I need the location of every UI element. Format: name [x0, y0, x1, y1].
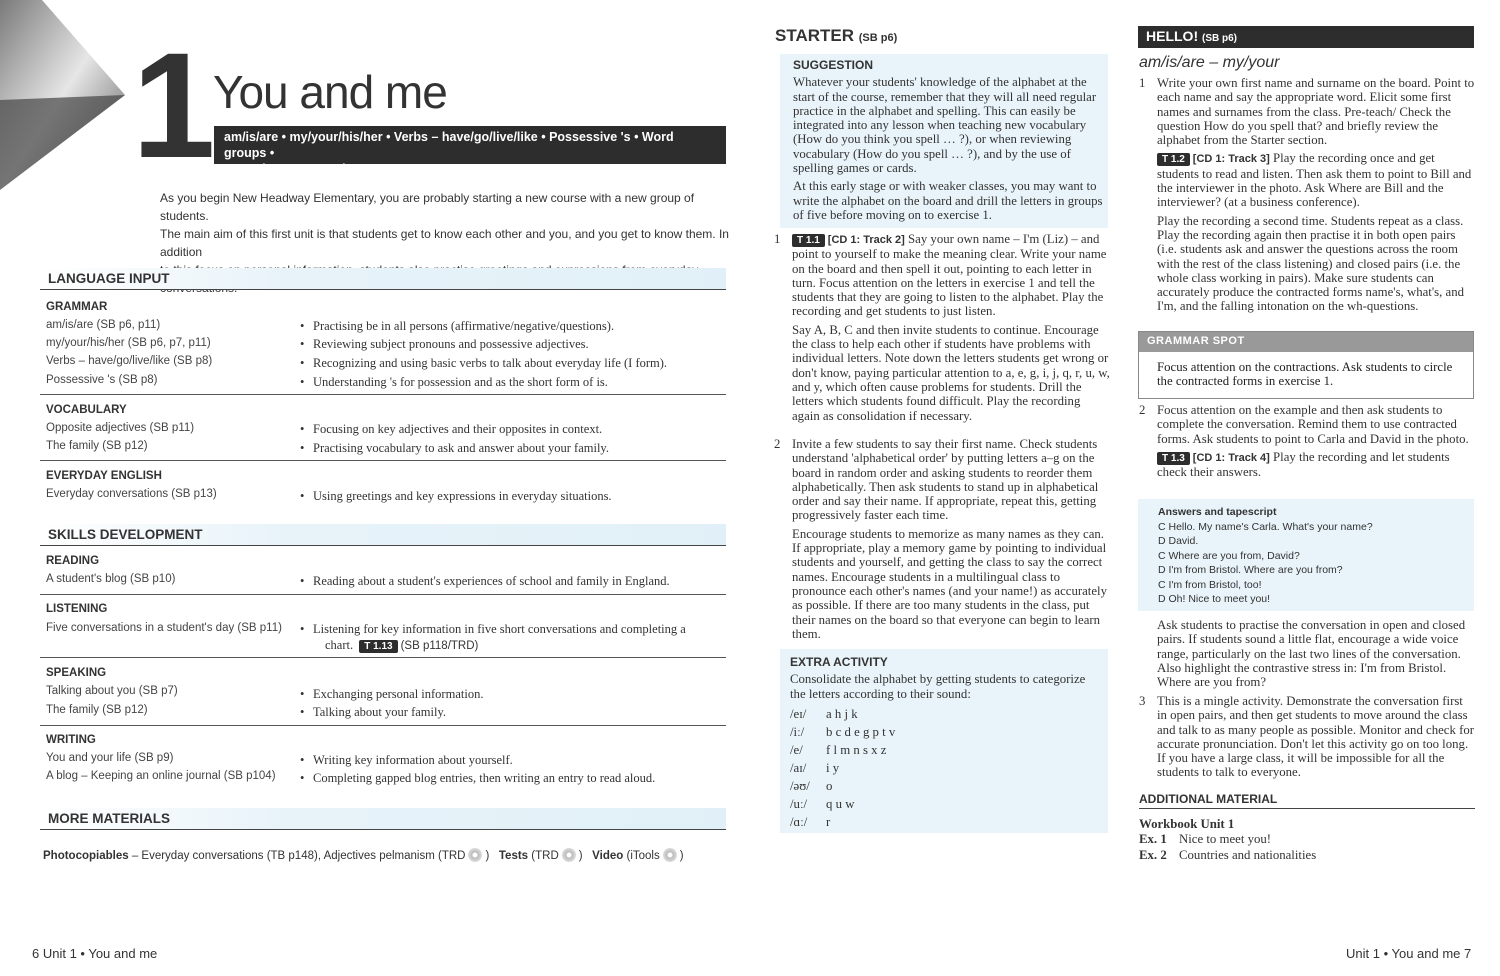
hello-subheading: am/is/are – my/your: [1139, 54, 1280, 71]
sound-row: /eɪ/ a h j k: [790, 706, 858, 721]
exercise-number: 1: [774, 232, 781, 246]
topics-line-2: Everyday conversations: [224, 162, 368, 176]
reading-aim: • Reading about a student's experiences of school and family in England.: [300, 573, 720, 589]
exercise-text: Encourage students to memorize as many names as they can. If appropriate, play a memory game by pointing to individual students and yourself, and getting the class to say the correct names. Encourage students in a multilingual class to pronounce each other's names (and your name!) as accurately as possible. If there are too many students in the class, put their names on the board so that everyone can begin to learn them.: [792, 526, 1107, 641]
cd-icon: [663, 848, 677, 862]
workbook-title: Workbook Unit 1: [1139, 817, 1235, 831]
video-label: Video: [592, 850, 624, 862]
divider: [40, 594, 726, 595]
unit-corner-graphic: [0, 0, 130, 190]
exercise-number: 2: [1139, 403, 1146, 417]
photocopiables-label: Photocopiables: [43, 850, 129, 862]
hello-heading: HELLO! (SB p6): [1138, 26, 1474, 48]
answer-line: D David.: [1158, 535, 1199, 547]
exercise-text: Play the recording once and get students to read and listen. Then ask them to point to Bill and the interviewer in the photo. Ask Where are Bill and the interviewer? (at a business conference).: [1157, 151, 1472, 210]
reading-heading: READING: [46, 555, 100, 567]
grammar-aim: • Practising be in all persons (affirmative/negative/questions).: [300, 318, 720, 334]
photocopiables-text: – Everyday conversations (TB p148), Adjectives pelmanism (TRD: [128, 850, 466, 862]
grammar-spot-heading: GRAMMAR SPOT: [1139, 332, 1473, 352]
unit-title: You and me: [213, 66, 447, 118]
everyday-english-item: Everyday conversations (SB p13): [46, 488, 217, 500]
hello-exercise-3: [1139, 694, 1475, 784]
speaking-item: The family (SB p12): [46, 704, 148, 716]
divider: [40, 725, 726, 726]
grammar-item: Possessive 's (SB p8): [46, 374, 158, 386]
exercise-1: [774, 232, 1110, 427]
suggestion-paragraph: Whatever your students' knowledge of the alphabet at the start of the course, remember that they will all need regular practice in the alphabet and spelling. This can easily be integrated into any lesson when teaching new vocabulary (How do you think you spell … ?), or when reviewing vocabulary (How do you spell … ?), and by the use of spelling games or cards.: [793, 75, 1097, 176]
exercise-text: Say your own name – I'm (Liz) – and point to yourself to make the meaning clear. Write your name on the board and then spell it out, pointing to each letter in turn. Focus attention on the letters in exercise 1 and tell the students that they are going to listen to the alphabet. Play the recording and get students to just listen.: [792, 232, 1107, 319]
hello-exercise-2: [1139, 403, 1475, 483]
intro-line: The main aim of this first unit is that students get to know each other and you, and you get to know them. In addition: [160, 227, 729, 259]
cd-track: [CD 1: Track 4]: [1192, 451, 1270, 464]
sound-table: [790, 705, 1102, 831]
answers-heading: Answers and tapescript: [1158, 506, 1277, 518]
writing-item: A blog – Keeping an online journal (SB p104): [46, 770, 276, 782]
grammar-spot-box: [1138, 331, 1474, 399]
exercise-text: Play the recording and let students check their answers.: [1157, 449, 1450, 480]
everyday-english-heading: EVERYDAY ENGLISH: [46, 470, 162, 482]
track-tag: T 1.2: [1157, 153, 1190, 166]
workbook-list: [1139, 817, 1475, 863]
workbook-item: Ex. 2 Countries and nationalities: [1139, 848, 1317, 863]
starter-heading: STARTER (SB p6): [775, 26, 898, 45]
cd-icon: [468, 848, 482, 862]
speaking-aim: • Talking about your family.: [300, 704, 720, 720]
answer-line: D I'm from Bristol. Where are you from?: [1158, 564, 1343, 576]
track-tag: T 1.13: [359, 640, 397, 653]
grammar-aim: • Recognizing and using basic verbs to talk about everyday life (I form).: [300, 355, 720, 371]
divider: [40, 460, 726, 461]
language-input-heading: LANGUAGE INPUT: [40, 268, 726, 290]
intro-line: As you begin New Headway Elementary, you are probably starting a new course with a new group of students.: [160, 191, 695, 223]
exercise-text: Play the recording a second time. Students repeat as a class. Play the recording again then practise it in both open pairs (i.e. students ask and answer the questions across the room with the rest of the class listening) and closed pairs (i.e. the whole class working in pairs). Make sure students can accurately produce the contracted forms name's, what's, and I'm, and the falling intonation on the wh-questions.: [1157, 213, 1464, 314]
listening-item: Five conversations in a student's day (SB p11): [46, 622, 282, 634]
sound-row: /iː/ b c d e g p t v: [790, 724, 896, 739]
exercise-text: Write your own first name and surname on the board. Point to each name and say the appropriate word. Elicit some first names and surnames from the class. Pre-teach/ Check the question How do you spell that? and briefly review the alphabet from the Starter section.: [1157, 76, 1475, 148]
divider: [40, 657, 726, 658]
sound-row: /aɪ/ i y: [790, 760, 840, 775]
topics-line-1: am/is/are • my/your/his/her • Verbs – have/go/live/like • Possessive 's • Word groups •: [224, 130, 674, 160]
exercise-text: Focus attention on the example and then ask students to complete the conversation. Remind them to use contracted forms. Ask students to point to Carla and David in the photo.: [1157, 403, 1469, 446]
exercise-number: 2: [774, 437, 781, 451]
exercise-2: [774, 437, 1110, 645]
unit-topics-banner: [214, 126, 726, 176]
answer-line: D Oh! Nice to meet you!: [1158, 593, 1271, 605]
hello-exercise-1: [1139, 76, 1475, 318]
extra-activity-heading: EXTRA ACTIVITY: [790, 655, 888, 669]
tests-label: Tests: [498, 850, 529, 862]
exercise-text: Ask students to practise the conversation in open and closed pairs. If students sound a little flat, encourage a wide voice range, particularly on the last two lines of the conversation. Also highlight the contrastive stress in: I'm from Bristol. Where are you from?: [1157, 618, 1466, 690]
exercise-text: This is a mingle activity. Demonstrate the conversation first in open pairs, and then get students to move around the class and talk to as many people as possible. Monitor and check for accurate pronunciation. Don't let this activity go on too long. If you have a large class, it will be impossible for all the students to talk to everyone.: [1157, 694, 1474, 780]
listening-aim: • Listening for key information in five short conversations and completing a chart. T 1.13 (SB p118/TRD): [300, 621, 720, 654]
tests-text: (TRD: [531, 850, 559, 862]
sound-row: /ɑː/ r: [790, 814, 831, 829]
answer-line: C Hello. My name's Carla. What's your name?: [1158, 520, 1373, 533]
exercise-text: Say A, B, C and then invite students to continue. Encourage the class to help each other if students have problems with individual letters. Note down the letters students get wrong or don't know, paying particular attention to a, e, g, i, j, q, r, u, w, and y, which often cause problems for students. Drill the letters which students found difficult. Play the recording again as consolidation if necessary.: [792, 322, 1110, 423]
grammar-aim: • Understanding 's for possession and as the short form of is.: [300, 374, 720, 390]
additional-material-heading: ADDITIONAL MATERIAL: [1139, 792, 1475, 809]
exercise-text: Invite a few students to say their first name. Check students understand 'alphabetical order' by putting letters a–g on the board in random order and asking students to reorder them alphabetically. Then ask students to stand up in alphabetical order and say their name. If appropriate, repeat this, getting progressively faster each time.: [792, 437, 1099, 523]
unit-number: 1: [132, 21, 210, 189]
answers-box: [1138, 499, 1474, 611]
answer-line: C I'm from Bristol, too!: [1158, 578, 1262, 591]
vocabulary-heading: VOCABULARY: [46, 404, 127, 416]
writing-aim: • Completing gapped blog entries, then writing an entry to read aloud.: [300, 770, 720, 786]
grammar-item: Verbs – have/go/live/like (SB p8): [46, 355, 213, 367]
sound-row: /e/ f l m n s x z: [790, 742, 887, 757]
vocabulary-aim: • Practising vocabulary to ask and answer about your family.: [300, 440, 720, 456]
grammar-item: am/is/are (SB p6, p11): [46, 319, 161, 331]
cd-track: [CD 1: Track 2]: [827, 234, 905, 246]
extra-activity-content: [790, 655, 1102, 831]
everyday-english-aim: • Using greetings and key expressions in everyday situations.: [300, 488, 720, 504]
more-materials-heading: MORE MATERIALS: [40, 808, 726, 830]
sound-row: /əʊ/ o: [790, 778, 833, 793]
vocabulary-aim: • Focusing on key adjectives and their opposites in context.: [300, 421, 720, 437]
divider: [40, 394, 726, 395]
reading-item: A student's blog (SB p10): [46, 573, 176, 585]
video-text: (iTools: [626, 850, 660, 862]
answer-line: C Where are you from, David?: [1158, 549, 1300, 562]
more-materials-line: Photocopiables – Everyday conversations (TB p148), Adjectives pelmanism (TRD ) Tests (TRD ) Video (iTools ): [43, 850, 684, 862]
writing-item: You and your life (SB p9): [46, 752, 174, 764]
right-page-footer: Unit 1 • You and me 7: [1346, 946, 1472, 961]
speaking-item: Talking about you (SB p7): [46, 685, 178, 697]
hello-exercise-2-practice: [1157, 618, 1475, 693]
speaking-heading: SPEAKING: [46, 667, 107, 679]
writing-heading: WRITING: [46, 734, 96, 746]
cd-track: [CD 1: Track 3]: [1192, 153, 1270, 166]
writing-aim: • Writing key information about yourself.: [300, 752, 720, 768]
skills-development-heading: SKILLS DEVELOPMENT: [40, 524, 726, 546]
grammar-aim: • Reviewing subject pronouns and possessive adjectives.: [300, 336, 720, 352]
grammar-spot-text: Focus attention on the contractions. Ask students to circle the contracted forms in exercise 1.: [1157, 360, 1453, 389]
suggestion-heading: SUGGESTION: [793, 58, 874, 72]
suggestion-paragraph: At this early stage or with weaker classes, you may want to write the alphabet on the board and drill the letters in groups of five before moving on to exercise 1.: [793, 179, 1103, 222]
cd-icon: [562, 848, 576, 862]
track-tag: T 1.3: [1157, 452, 1190, 465]
listening-heading: LISTENING: [46, 603, 108, 615]
speaking-aim: • Exchanging personal information.: [300, 686, 720, 702]
vocabulary-item: The family (SB p12): [46, 440, 148, 452]
vocabulary-item: Opposite adjectives (SB p11): [46, 422, 195, 434]
exercise-number: 1: [1139, 76, 1146, 90]
sound-row: /uː/ q u w: [790, 796, 855, 811]
suggestion-content: [793, 58, 1103, 226]
workbook-item: Ex. 1 Nice to meet you!: [1139, 832, 1272, 847]
grammar-heading: GRAMMAR: [46, 301, 108, 313]
grammar-item: my/your/his/her (SB p6, p7, p11): [46, 337, 211, 349]
track-tag: T 1.1: [792, 234, 825, 247]
left-page-footer: 6 Unit 1 • You and me: [32, 946, 158, 961]
extra-activity-text: Consolidate the alphabet by getting students to categorize the letters according to their sound:: [790, 672, 1086, 701]
exercise-number: 3: [1139, 694, 1146, 708]
